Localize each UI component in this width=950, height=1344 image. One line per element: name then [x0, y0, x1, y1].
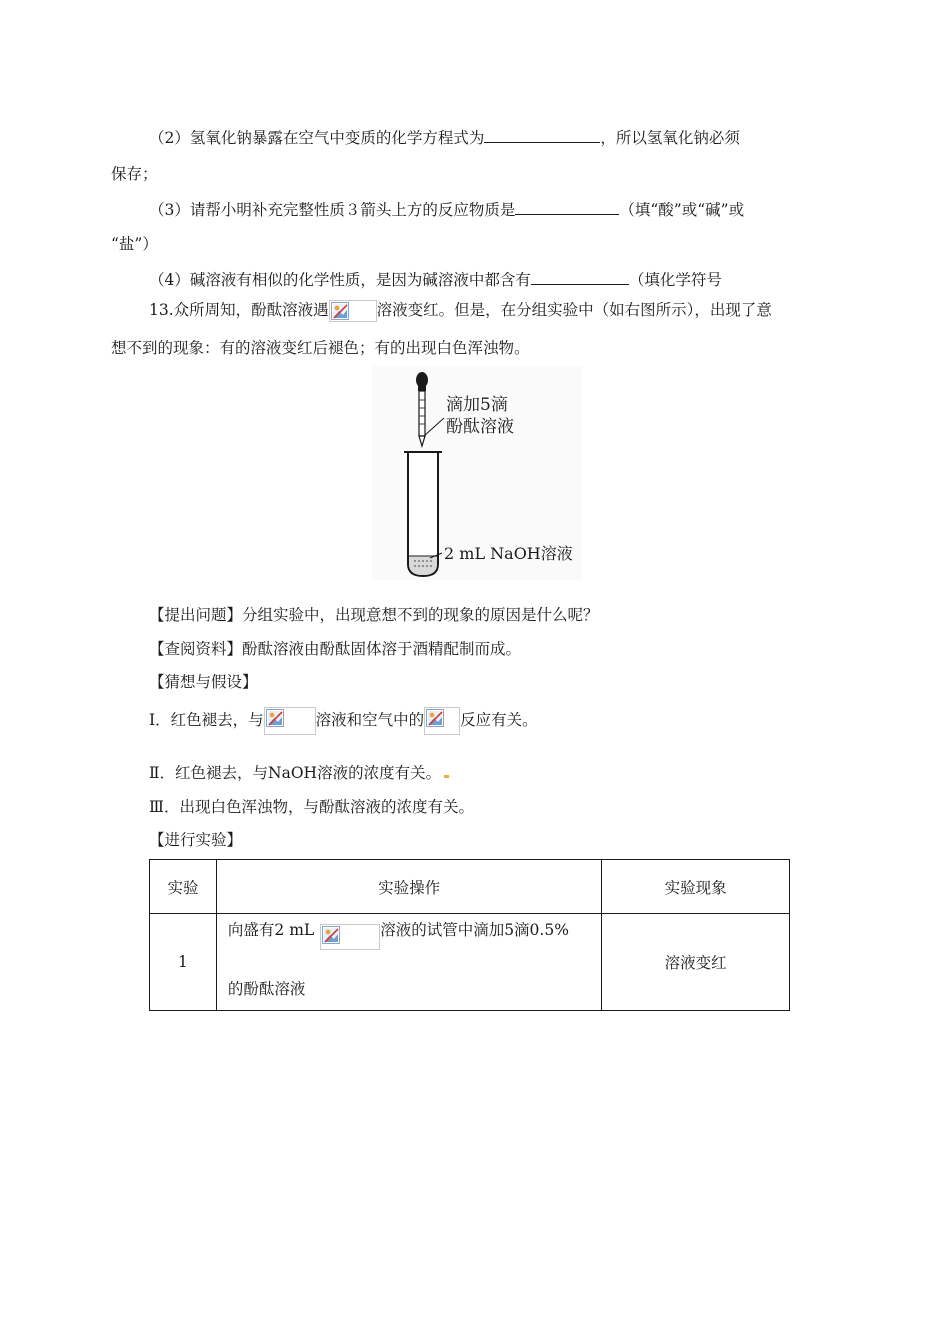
section-reference: 【查阅资料】酚酞溶液由酚酞固体溶于酒精配制而成。 — [149, 640, 522, 658]
q4-text-a: （4）碱溶液有相似的化学性质，是因为碱溶液中都含有 — [149, 271, 531, 289]
naoh-liquid — [409, 556, 437, 575]
hypothesis-1 — [149, 705, 538, 735]
q13-text-b: 溶液变红。但是，在分组实验中（如右图所示），出现了意 — [376, 301, 772, 319]
q4-line — [149, 268, 722, 291]
header-operation: 实验操作 — [216, 860, 601, 914]
header-experiment: 实验 — [150, 860, 217, 914]
table-header-row — [150, 860, 790, 914]
q13-text-a: 13.众所周知，酚酞溶液遇 — [149, 301, 329, 319]
q2-line-2 — [111, 163, 158, 185]
dropper-bulb — [416, 372, 428, 388]
table-row — [150, 914, 790, 1011]
q3-text-a: （3）请帮小明补充完整性质３箭头上方的反应物质是 — [149, 201, 516, 219]
cell-phenomenon: 溶液变红 — [602, 914, 790, 1011]
q13-line-2 — [111, 337, 530, 359]
q2-line-1 — [149, 126, 740, 149]
cell-operation — [216, 914, 601, 1011]
q13-line-1 — [149, 299, 772, 322]
op-line-2: 的酚酞溶液 — [227, 980, 306, 998]
q3-text-c: “盐”） — [111, 235, 158, 253]
h1-text-b: 溶液和空气中的 — [315, 711, 425, 729]
q2-text-c: 保存； — [111, 165, 158, 183]
q3-line-1 — [149, 198, 744, 221]
broken-image-icon — [320, 924, 380, 950]
op-line-1 — [228, 918, 569, 950]
q3-line-2 — [111, 233, 158, 255]
experiment-table — [149, 859, 790, 1011]
h1-text-c: 反应有关。 — [460, 711, 538, 729]
answer-blank — [515, 198, 619, 215]
answer-blank — [531, 268, 629, 285]
label-solution: 2 mL NaOH溶液 — [444, 544, 573, 563]
label-drop-2: 酚酞溶液 — [446, 417, 514, 437]
broken-image-icon — [424, 707, 460, 735]
dropper-neck — [418, 386, 426, 391]
op-text-b: 溶液的试管中滴加5滴0.5% — [380, 921, 569, 939]
header-phenomenon: 实验现象 — [602, 860, 790, 914]
h1-text-a: Ⅰ．红色褪去，与 — [149, 711, 264, 729]
broken-image-icon — [329, 300, 377, 322]
answer-blank — [484, 126, 600, 143]
q4-text-b: （填化学符号 — [628, 271, 722, 289]
section-hypothesis: 【猜想与假设】 — [149, 673, 258, 691]
label-drop-1: 滴加5滴 — [446, 395, 508, 415]
q13-text-c: 想不到的现象：有的溶液变红后褪色；有的出现白色浑浊物。 — [111, 339, 530, 357]
marker-dot — [444, 775, 449, 778]
q2-text-b: ，所以氢氧化钠必须 — [600, 129, 740, 147]
h2-text: Ⅱ．红色褪去，与NaOH溶液的浓度有关。 — [149, 764, 442, 782]
section-question: 【提出问题】分组实验中，出现意想不到的现象的原因是什么呢？ — [149, 606, 599, 624]
broken-image-icon — [264, 707, 316, 735]
dropper-tube — [419, 391, 425, 436]
q2-text-a: （2）氢氧化钠暴露在空气中变质的化学方程式为 — [149, 129, 485, 147]
cell-experiment-number: 1 — [150, 914, 217, 1011]
q3-text-b: （填“酸”或“碱”或 — [619, 201, 745, 219]
hypothesis-3: Ⅲ．出现白色浑浊物，与酚酞溶液的浓度有关。 — [149, 798, 474, 816]
section-experiment: 【进行实验】 — [149, 831, 243, 849]
op-text-a: 向盛有2 mL — [227, 921, 315, 939]
hypothesis-2 — [149, 762, 449, 784]
test-tube-figure — [372, 366, 582, 580]
